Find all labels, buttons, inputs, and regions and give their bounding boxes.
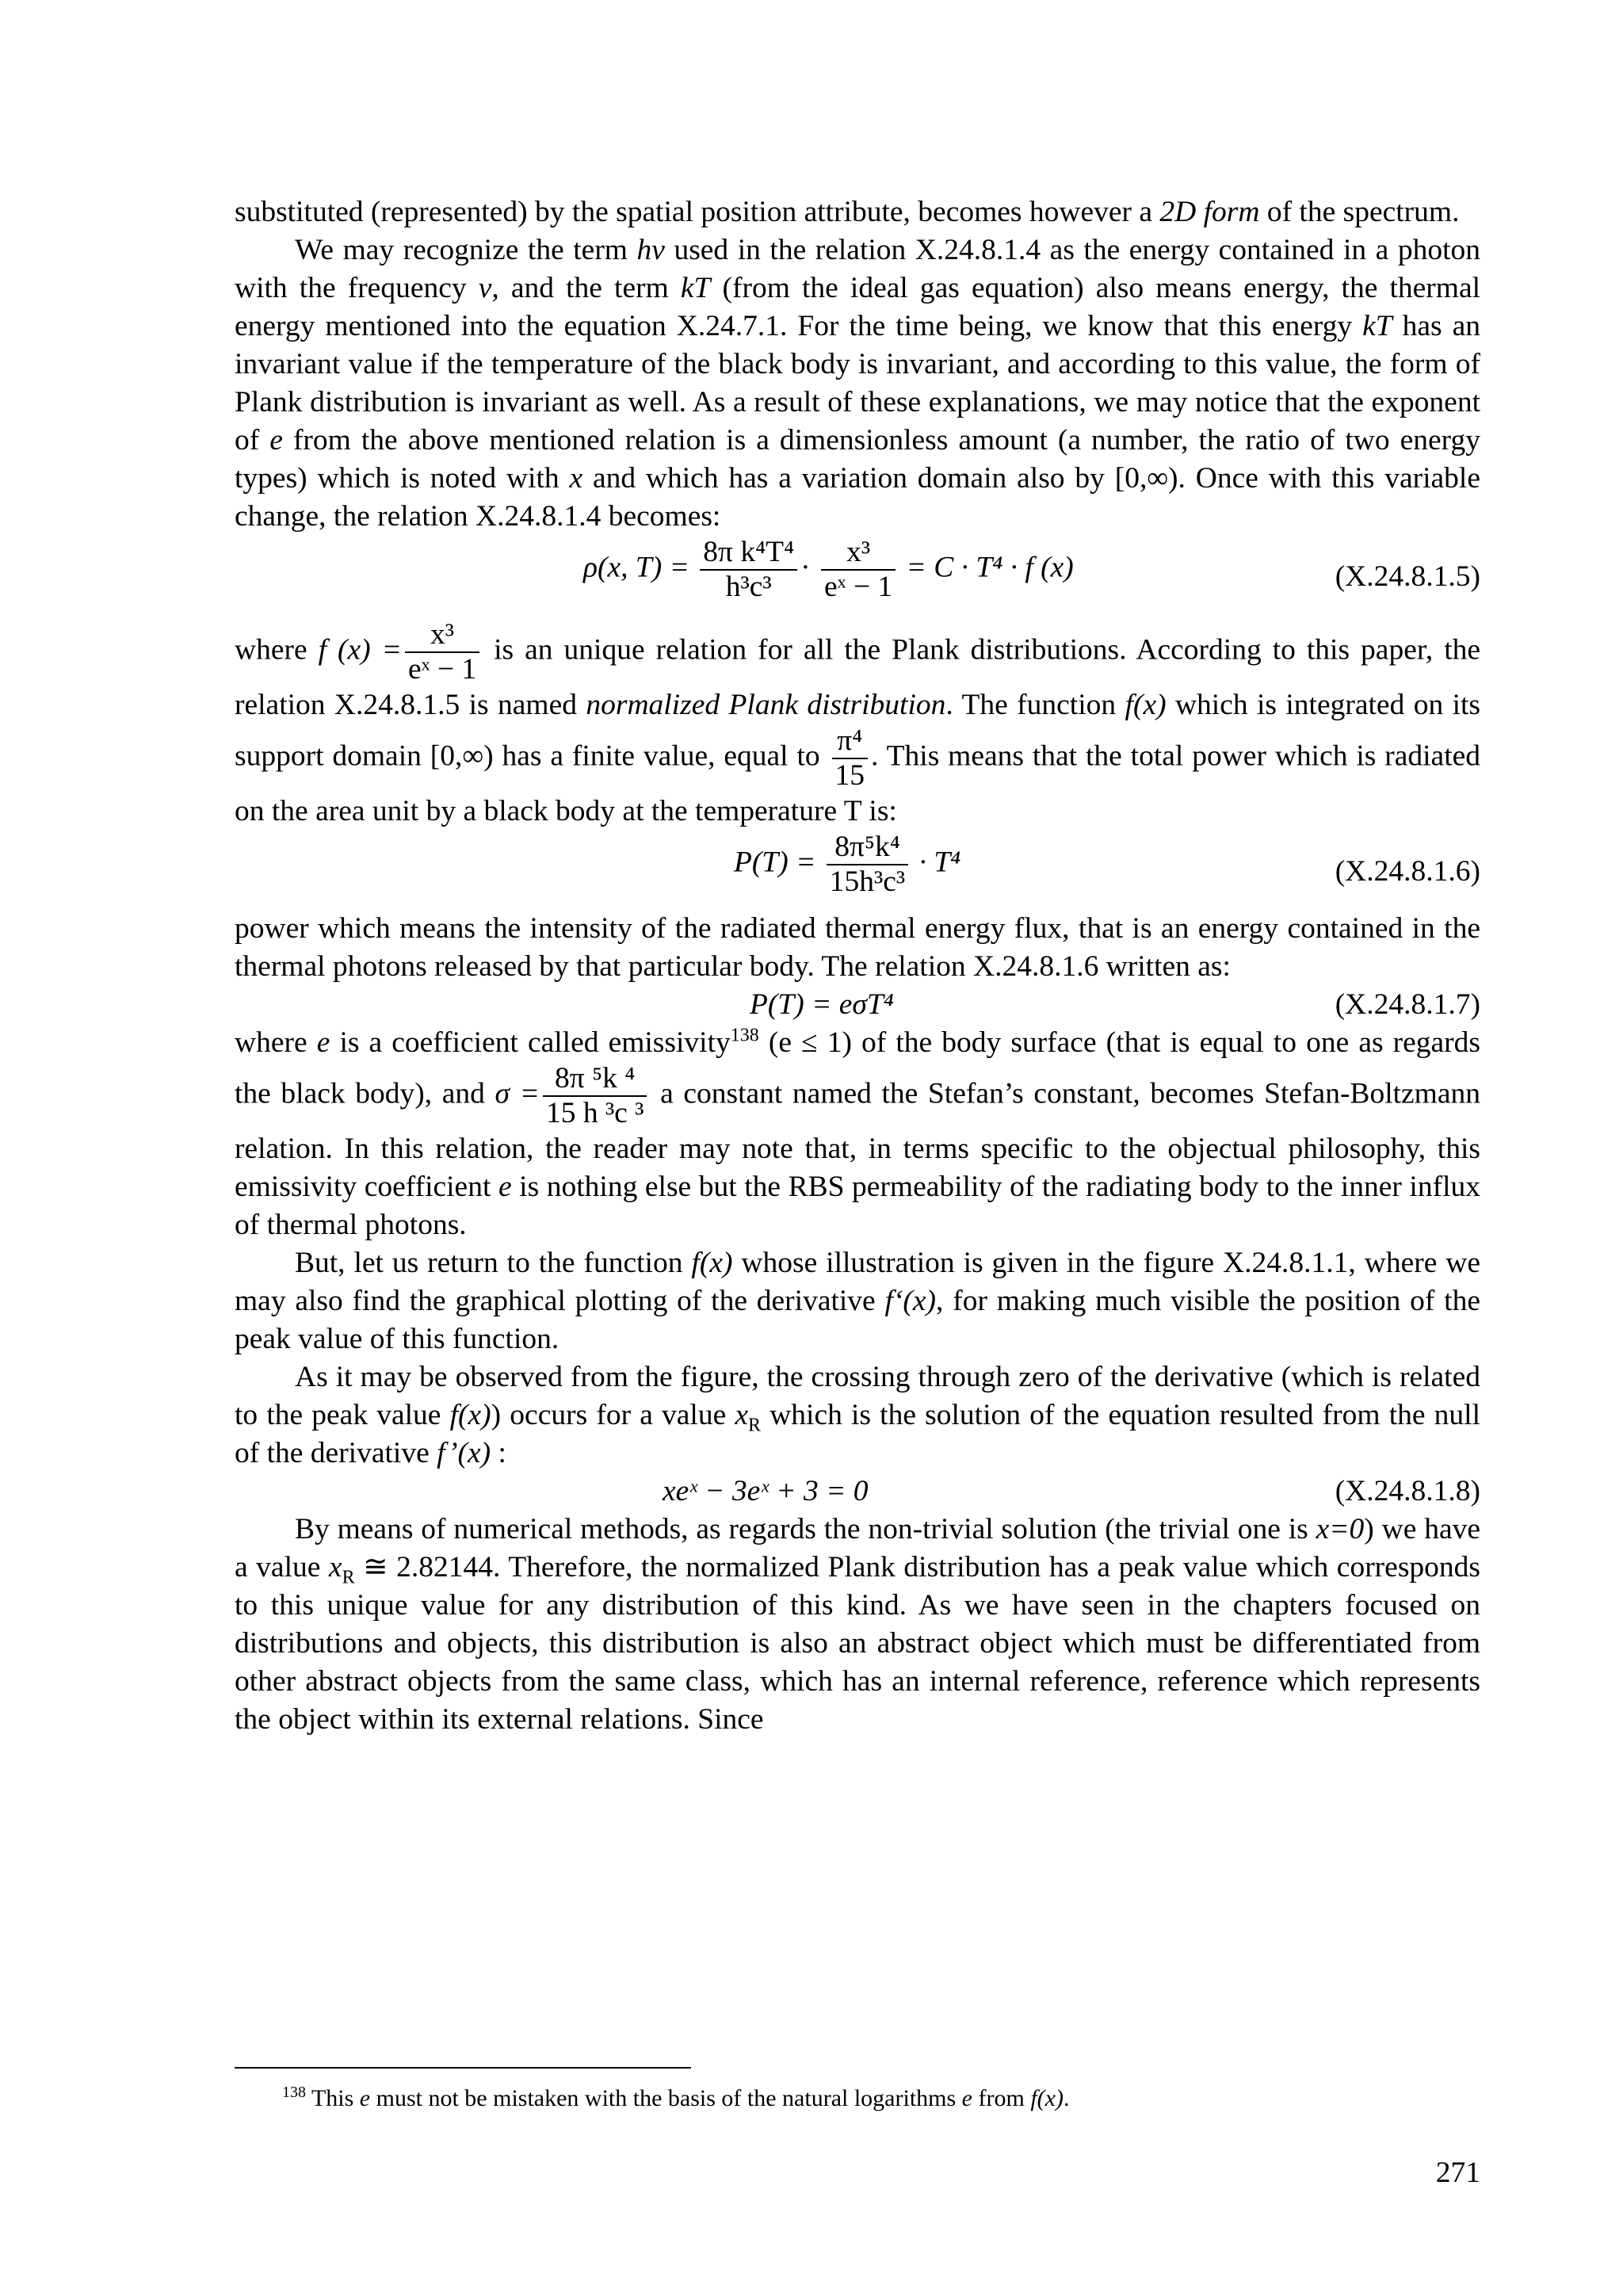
page-number: 271 <box>1435 2157 1480 2189</box>
equation-number: (X.24.8.1.8) <box>1335 1475 1480 1507</box>
text: a constant named the Stefan’s constant, becomes Stefan-Boltzmann relation. In this relation, the reader may note that, in terms specific to the objectual philosophy, this emissivity coefficient <box>235 1077 1480 1203</box>
text: whose illustration is given in the figure X.24.8.1.1, where we may also find the graphical plotting of the derivative <box>235 1247 1480 1317</box>
footnote-marker[interactable]: 138 <box>730 1025 759 1046</box>
fraction <box>832 724 869 793</box>
text: from the above mentioned relation is a dimensionless amount (a number, the ratio of two energy types) which is noted with <box>235 424 1480 495</box>
text: By means of numerical methods, as regards the non-trivial solution (the trivial one is <box>295 1513 1316 1545</box>
equation-x-24-8-1-8 <box>235 1473 1480 1511</box>
math-inline: e <box>359 2085 371 2111</box>
math-inline: e <box>269 424 283 457</box>
math-inline: x <box>735 1399 749 1431</box>
paragraph-1 <box>235 193 1480 231</box>
text: , and the term <box>491 272 681 304</box>
math-inline: kT <box>680 272 711 304</box>
numerator: π⁴ <box>832 724 869 759</box>
math-inline: f(x) <box>449 1399 491 1431</box>
numerator: x³ <box>821 536 896 571</box>
math-inline: f’(x) <box>437 1437 491 1469</box>
text: (e ≤ 1) of the body surface (that is equal to one as regards the black body), and <box>235 1026 1481 1110</box>
math-inline: f(x) <box>1125 689 1167 721</box>
text: This <box>306 2085 360 2111</box>
footnote-separator <box>235 2067 691 2069</box>
subscript: R <box>342 1567 355 1588</box>
numerator: 8π ⁵k ⁴ <box>543 1062 647 1097</box>
math-inline: f‘(x) <box>884 1285 937 1317</box>
paragraph-6 <box>235 1244 1480 1358</box>
text: We may recognize the term <box>295 234 637 266</box>
equation-x-24-8-1-7 <box>235 986 1480 1024</box>
text: . <box>1063 2085 1070 2111</box>
math-inline: σ = <box>495 1077 540 1110</box>
numerator: x³ <box>405 618 479 653</box>
paragraph-5 <box>235 1024 1480 1244</box>
math-inline: [0,∞) <box>430 739 494 773</box>
equation-number: (X.24.8.1.7) <box>1335 988 1480 1021</box>
math-inline: [0,∞) <box>1114 462 1178 495</box>
math-inline: hν <box>636 234 665 266</box>
math-inline: e <box>316 1026 330 1059</box>
equation-x-24-8-1-6 <box>235 831 1480 910</box>
text: is a coefficient called emissivity <box>330 1026 731 1059</box>
paragraph-2 <box>235 231 1480 536</box>
text: (from the ideal gas equation) also means energy, the thermal energy mentioned into the equation X.24.7.1. For the time being, we know that this energy <box>235 272 1481 342</box>
math-inline: x <box>328 1551 342 1584</box>
text: . Once with this variable change, the relation X.24.8.1.4 becomes: <box>235 462 1480 533</box>
paragraph-7 <box>235 1358 1480 1473</box>
text: ) we have a value <box>235 1513 1480 1584</box>
text: But, let us return to the function <box>295 1247 692 1279</box>
emphasis: normalized Plank distribution <box>586 689 946 721</box>
math-inline: kT <box>1362 310 1392 342</box>
text: of the spectrum. <box>1259 196 1460 228</box>
text: where <box>235 633 319 667</box>
math: P(T) = <box>734 846 816 879</box>
fraction <box>700 536 797 604</box>
subscript: R <box>748 1415 762 1436</box>
denominator: eˣ − 1 <box>407 653 477 686</box>
text: , for making much visible the position of the peak value of this function. <box>235 1285 1480 1355</box>
text: has an invariant value if the temperature of the black body is invariant, and according to this value, the form of Plank distribution is invariant as well. As a result of these explanations, we may notice that the exponent of <box>235 310 1480 457</box>
text: . Therefore, the normalized Plank distribution has a peak value which corresponds to this unique value for any distribution of this kind. As we have seen in the chapters focused on distributions and objects, this distribution is also an abstract object which must be differentiated from other abstract objects from the same class, which has an internal reference, reference which represents the object within its external relations. Since <box>235 1551 1481 1736</box>
denominator: h³c³ <box>725 571 772 603</box>
text: is nothing else but the RBS permeability of the radiating body to the inner influx of thermal photons. <box>235 1171 1480 1241</box>
denominator: 15h³c³ <box>829 865 906 898</box>
math-inline: ν <box>478 272 492 304</box>
text: . This means that the total power which is radiated on the area unit by a black body at the temperature T is: <box>235 739 1481 827</box>
denominator: 15 <box>834 759 865 792</box>
fraction <box>821 536 896 604</box>
text: used in the relation X.24.8.1.4 as the energy contained in a photon with the frequency <box>235 234 1480 304</box>
text: As it may be observed from the figure, the crossing through zero of the derivative (which is related to the peak value <box>235 1361 1480 1431</box>
text: substituted (represented) by the spatial position attribute, becomes however a <box>235 196 1160 228</box>
emphasis: 2D form <box>1159 196 1260 228</box>
text: and which has a variation domain also by <box>582 462 1115 495</box>
text: ) occurs for a value <box>491 1399 735 1431</box>
fraction <box>543 1062 647 1130</box>
denominator: 15 h ³c ³ <box>545 1097 644 1129</box>
numerator: 8π k⁴T⁴ <box>700 536 797 571</box>
footnote-138 <box>282 2084 1069 2113</box>
text: which is the solution of the equation resulted from the null of the derivative <box>235 1399 1481 1469</box>
denominator: eˣ − 1 <box>824 571 893 603</box>
math-inline: e <box>498 1171 512 1203</box>
math: P(T) = eσT⁴ <box>750 988 894 1021</box>
fraction <box>827 831 908 899</box>
text: : <box>491 1437 506 1469</box>
math-inline: e <box>961 2085 972 2111</box>
text: from <box>972 2085 1031 2111</box>
text: which is integrated on its support domain <box>235 689 1481 773</box>
math: xeˣ − 3eˣ + 3 = 0 <box>663 1475 869 1507</box>
text: is an unique relation for all the Plank distributions. According to this paper, the relation X.24.8.1.5 is named <box>235 633 1481 721</box>
math: ρ(x, T) = <box>583 551 689 584</box>
footnote-number: 138 <box>282 2084 306 2101</box>
text: power which means the intensity of the radiated thermal energy flux, that is an energy contained in the thermal photons released by that particular body. The relation X.24.8.1.6 written as: <box>235 912 1480 983</box>
math-inline: f(x) <box>1030 2085 1064 2111</box>
math-inline: x=0 <box>1316 1513 1365 1545</box>
equation-body: ρ(x, T) = $\frac{\text{8π k⁴T⁴}}{\text{h³c³}}$ · $\frac{\text{x³}}{\text{eˣ − 1}}$ = C · T⁴ · f (x) <box>583 536 1074 603</box>
numerator: 8π⁵k⁴ <box>827 831 908 865</box>
paragraph-4 <box>235 910 1480 986</box>
equation-x-24-8-1-5 <box>235 536 1480 615</box>
fraction <box>405 618 479 686</box>
paragraph-3 <box>235 618 1480 831</box>
math-inline: f (x) = <box>318 633 402 667</box>
equation-body <box>734 831 960 899</box>
paragraph-8 <box>235 1511 1480 1739</box>
equation-number: (X.24.8.1.6) <box>1335 855 1480 888</box>
math: = C · T⁴ · f (x) <box>906 551 1074 584</box>
math: · T⁴ <box>918 846 961 879</box>
math-inline: x <box>569 462 583 495</box>
equation-number: (X.24.8.1.5) <box>1335 560 1480 593</box>
text: where <box>235 1026 317 1059</box>
math-inline: ≅ 2.82144 <box>354 1551 493 1584</box>
text: must not be mistaken with the basis of the natural logarithms <box>370 2085 962 2111</box>
text: has a finite value, equal to <box>493 739 829 773</box>
body-text <box>235 193 1480 1739</box>
math-inline: f(x) <box>691 1247 733 1279</box>
text: . The function <box>945 689 1125 721</box>
